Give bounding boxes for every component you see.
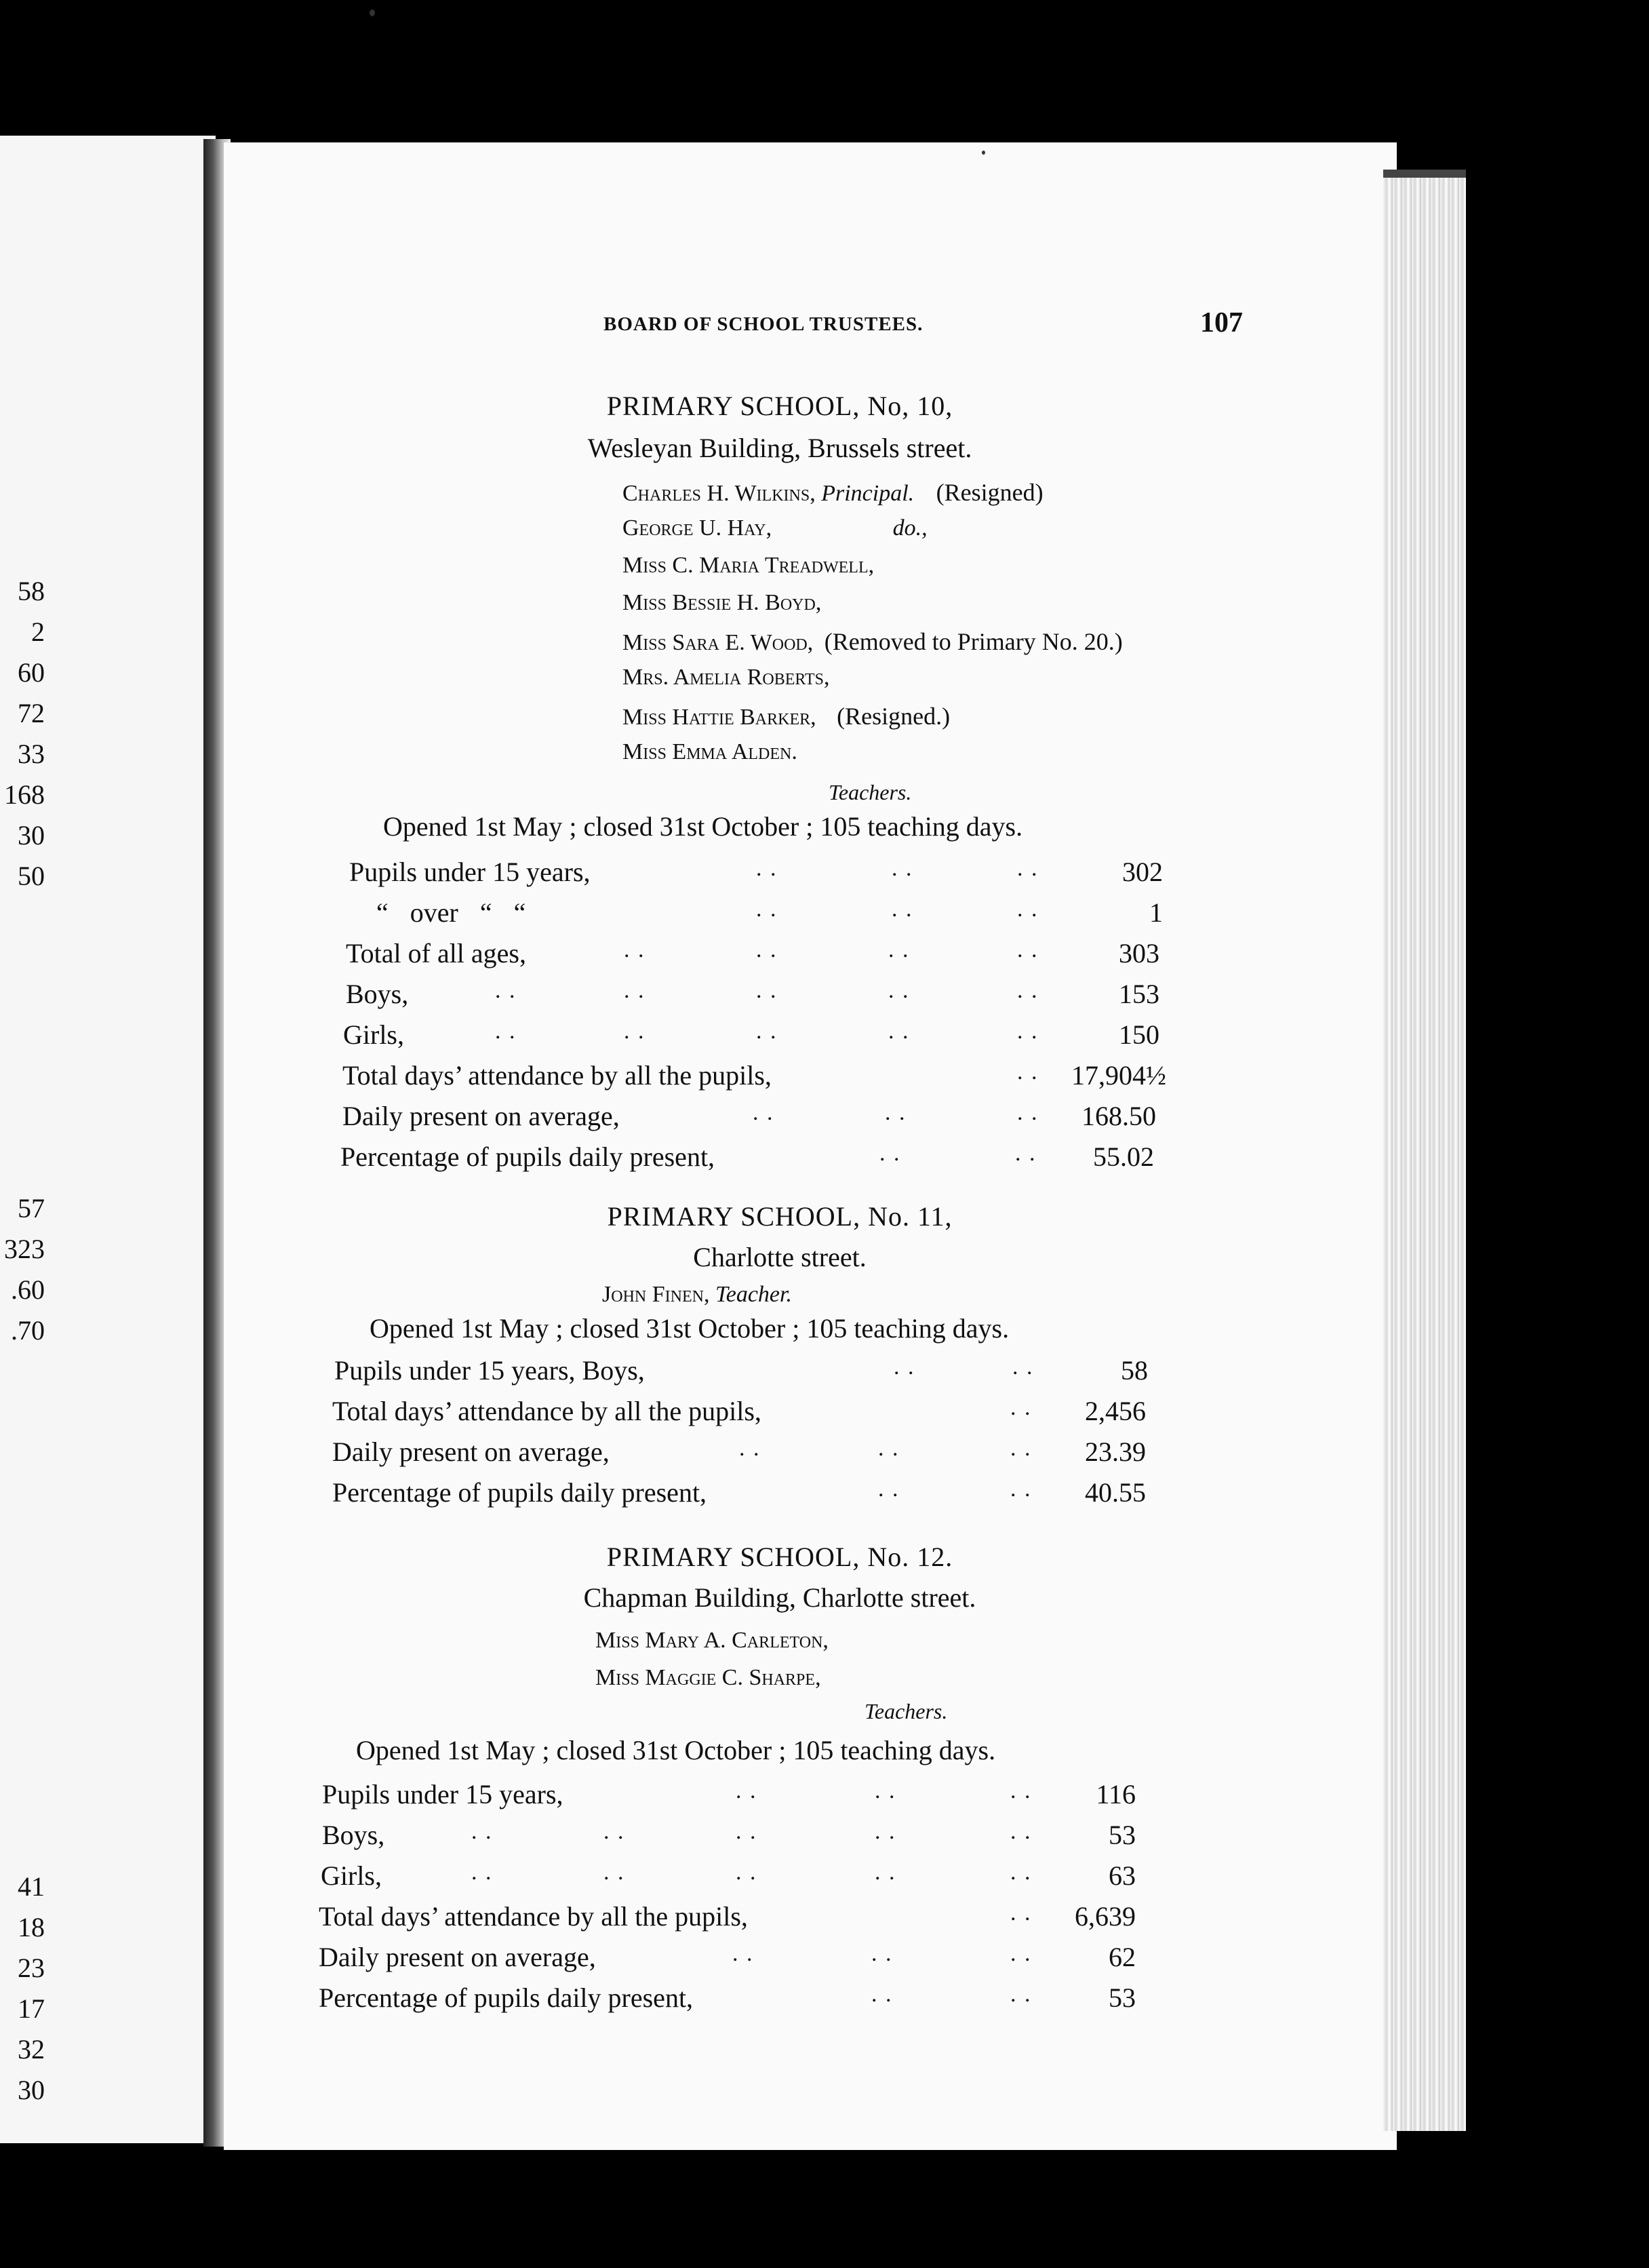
leader-dots: . . (736, 1778, 757, 1803)
teacher-name: George U. Hay, (622, 515, 772, 541)
teacher-name: Mrs. Amelia Roberts, (622, 665, 830, 690)
leader-dots: . . (732, 1941, 754, 1966)
leader-dots: . . (1017, 856, 1039, 881)
leader-dots: . . (894, 1354, 915, 1380)
stat-label: Girls, (321, 1860, 382, 1891)
leader-dots: . . (878, 1436, 900, 1461)
leader-dots: . . (1010, 1860, 1032, 1885)
teacher-note: (Resigned.) (837, 703, 951, 730)
stat-value: 116 (1096, 1779, 1136, 1810)
leader-dots: . . (885, 1100, 907, 1125)
leader-dots: . . (739, 1436, 761, 1461)
left-page-number: 57 (18, 1193, 45, 1224)
leader-dots: . . (495, 978, 517, 1003)
leader-dots: . . (1017, 1100, 1039, 1125)
leader-dots: . . (624, 978, 645, 1003)
leader-dots: . . (879, 1141, 901, 1166)
teacher-name: Charles H. Wilkins, (622, 481, 816, 506)
stat-label: Girls, (343, 1019, 404, 1050)
stat-row (346, 937, 1227, 973)
stat-label: Daily present on average, (332, 1436, 610, 1467)
stat-label: Percentage of pupils daily present, (332, 1477, 707, 1508)
leader-dots: . . (624, 1019, 645, 1044)
stat-value: 303 (1119, 938, 1159, 969)
school-12-location: Chapman Building, Charlotte street. (583, 1582, 976, 1613)
stat-value: 63 (1109, 1860, 1136, 1891)
leader-dots: . . (1015, 1141, 1037, 1166)
leader-dots: . . (875, 1819, 896, 1844)
stat-value: 302 (1122, 857, 1163, 887)
leader-dots: . . (1012, 1354, 1034, 1380)
page-edges (1383, 178, 1466, 2131)
stat-value: 168.50 (1081, 1101, 1156, 1131)
leader-dots: . . (756, 1019, 778, 1044)
running-title: BOARD OF SCHOOL TRUSTEES. (603, 313, 923, 335)
leader-dots: . . (1017, 897, 1039, 922)
stat-value: 58 (1121, 1355, 1148, 1386)
leader-dots: . . (1017, 978, 1039, 1003)
school-10-location: Wesleyan Building, Brussels street. (587, 433, 972, 463)
teacher-role: Principal. (821, 481, 915, 506)
school-11-title: PRIMARY SCHOOL, No. 11, (607, 1201, 953, 1232)
leader-dots: . . (736, 1819, 757, 1844)
stat-label: “ over “ “ (376, 897, 526, 928)
stat-label: Daily present on average, (342, 1101, 620, 1131)
left-page-number: 2 (31, 617, 45, 647)
leader-dots: . . (471, 1860, 493, 1885)
stat-label: Pupils under 15 years, (322, 1779, 563, 1810)
stat-label: Boys, (322, 1820, 385, 1850)
leader-dots: . . (1017, 1019, 1039, 1044)
left-page-number: 60 (18, 657, 45, 688)
left-page-number: 72 (18, 698, 45, 728)
teacher-entry (622, 702, 950, 730)
leader-dots: . . (888, 937, 910, 962)
leader-dots: . . (892, 856, 913, 881)
stat-row (319, 1982, 1200, 2017)
stat-value: 6,639 (1075, 1901, 1136, 1932)
leader-dots: . . (624, 937, 645, 962)
stat-value: 55.02 (1093, 1141, 1154, 1172)
teacher-entry (622, 478, 1044, 507)
stat-row (322, 1819, 1204, 1854)
left-page-number: 323 (4, 1234, 45, 1264)
left-page-number: .70 (11, 1315, 45, 1346)
teacher-name: Miss Emma Alden. (622, 739, 797, 764)
left-page (0, 136, 216, 2143)
stat-row (343, 1019, 1225, 1054)
stat-row (332, 1477, 1214, 1512)
leader-dots: . . (756, 978, 778, 1003)
left-page-number: 30 (18, 820, 45, 850)
opened-dates: Opened 1st May ; closed 31st October ; 105 teaching days. (383, 811, 1023, 842)
stat-label: Boys, (346, 979, 409, 1009)
left-page-number: 30 (18, 2075, 45, 2105)
leader-dots: . . (495, 1019, 517, 1044)
left-page-number: 168 (4, 779, 45, 810)
opened-dates: Opened 1st May ; closed 31st October ; 105 teaching days. (356, 1735, 996, 1765)
scan-speck (370, 9, 375, 16)
school-12-title: PRIMARY SCHOOL, No. 12. (606, 1542, 953, 1572)
leader-dots: . . (756, 937, 778, 962)
stat-row (332, 1436, 1214, 1471)
leader-dots: . . (1010, 1436, 1032, 1461)
stat-label: Daily present on average, (319, 1942, 596, 1972)
teacher-name: John Finen, (602, 1282, 710, 1307)
stat-label: Percentage of pupils daily present, (319, 1982, 694, 2013)
stat-row (319, 1941, 1200, 1976)
left-page-number: 50 (18, 861, 45, 891)
stat-value: 53 (1109, 1982, 1136, 2013)
teachers-label: Teachers. (829, 780, 912, 804)
left-page-number: 23 (18, 1953, 45, 1983)
stat-row (334, 1354, 1216, 1390)
stat-label: Percentage of pupils daily present, (340, 1141, 715, 1172)
scan-speck (982, 151, 985, 155)
stat-row (332, 1395, 1214, 1430)
left-page-number: 32 (18, 2034, 45, 2065)
leader-dots: . . (871, 1982, 893, 2007)
leader-dots: . . (1010, 1819, 1032, 1844)
stat-value: 62 (1109, 1942, 1136, 1972)
leader-dots: . . (756, 897, 778, 922)
school-10-title: PRIMARY SCHOOL, No, 10, (606, 391, 953, 421)
left-page-number: 17 (18, 1993, 45, 2024)
teacher-name: Miss Maggie C. Sharpe, (595, 1665, 821, 1690)
teacher-entry (602, 1282, 792, 1308)
teacher-entry (622, 515, 928, 541)
teacher-name: Miss Sara E. Wood, (622, 630, 814, 655)
stat-value: 1 (1149, 897, 1163, 928)
leader-dots: . . (888, 978, 910, 1003)
leader-dots: . . (753, 1100, 774, 1125)
left-page-number: 58 (18, 576, 45, 606)
leader-dots: . . (1010, 1395, 1032, 1420)
stat-label: Total days’ attendance by all the pupils, (319, 1901, 748, 1932)
leader-dots: . . (1017, 937, 1039, 962)
leader-dots: . . (1010, 1778, 1032, 1803)
stat-label: Total days’ attendance by all the pupils, (342, 1060, 772, 1091)
teacher-role: Teacher. (715, 1282, 792, 1307)
leader-dots: . . (1010, 1941, 1032, 1966)
leader-dots: . . (1010, 1477, 1032, 1502)
teachers-label: Teachers. (865, 1699, 948, 1723)
stat-value: 17,904½ (1071, 1060, 1166, 1091)
stat-row (349, 856, 1231, 891)
stat-row (349, 897, 1231, 932)
leader-dots: . . (1010, 1900, 1032, 1925)
school-11-location: Charlotte street. (693, 1242, 867, 1272)
stat-label: Total of all ages, (346, 938, 526, 969)
teacher-name: Miss Hattie Barker, (622, 705, 816, 730)
leader-dots: . . (603, 1860, 625, 1885)
opened-dates: Opened 1st May ; closed 31st October ; 105 teaching days. (370, 1313, 1010, 1344)
left-page-number: 41 (18, 1871, 45, 1902)
stat-label: Pupils under 15 years, Boys, (334, 1355, 645, 1386)
stat-value: 23.39 (1085, 1436, 1146, 1467)
stat-row (319, 1900, 1200, 1936)
leader-dots: . . (756, 856, 778, 881)
stat-row (322, 1778, 1204, 1814)
stat-value: 40.55 (1085, 1477, 1146, 1508)
leader-dots: . . (603, 1819, 625, 1844)
leader-dots: . . (878, 1477, 900, 1502)
leader-dots: . . (736, 1860, 757, 1885)
stat-row (346, 978, 1227, 1013)
stat-row (342, 1100, 1224, 1135)
stat-value: 2,456 (1085, 1396, 1146, 1426)
stat-value: 153 (1119, 979, 1159, 1009)
stat-value: 150 (1119, 1019, 1159, 1050)
leader-dots: . . (892, 897, 913, 922)
stat-value: 53 (1109, 1820, 1136, 1850)
teacher-name: Miss Bessie H. Boyd, (622, 590, 822, 615)
leader-dots: . . (875, 1860, 896, 1885)
teacher-note: (Removed to Primary No. 20.) (824, 628, 1123, 655)
left-page-number: .60 (11, 1274, 45, 1305)
teacher-role: do., (892, 515, 928, 541)
teacher-entry (622, 627, 1123, 656)
stat-row (340, 1141, 1222, 1176)
leader-dots: . . (888, 1019, 910, 1044)
page-number: 107 (1200, 307, 1243, 338)
leader-dots: . . (875, 1778, 896, 1803)
teacher-name: Miss Mary A. Carleton, (595, 1628, 829, 1653)
teacher-note: (Resigned) (936, 479, 1044, 506)
stat-label: Pupils under 15 years, (349, 857, 591, 887)
left-page-number: 33 (18, 739, 45, 769)
leader-dots: . . (1017, 1059, 1039, 1084)
left-page-number: 18 (18, 1912, 45, 1942)
leader-dots: . . (471, 1819, 493, 1844)
leader-dots: . . (1010, 1982, 1032, 2007)
teacher-name: Miss C. Maria Treadwell, (622, 553, 875, 578)
stat-label: Total days’ attendance by all the pupils, (332, 1396, 761, 1426)
stat-row (321, 1860, 1202, 1895)
stat-row (342, 1059, 1237, 1095)
leader-dots: . . (871, 1941, 893, 1966)
